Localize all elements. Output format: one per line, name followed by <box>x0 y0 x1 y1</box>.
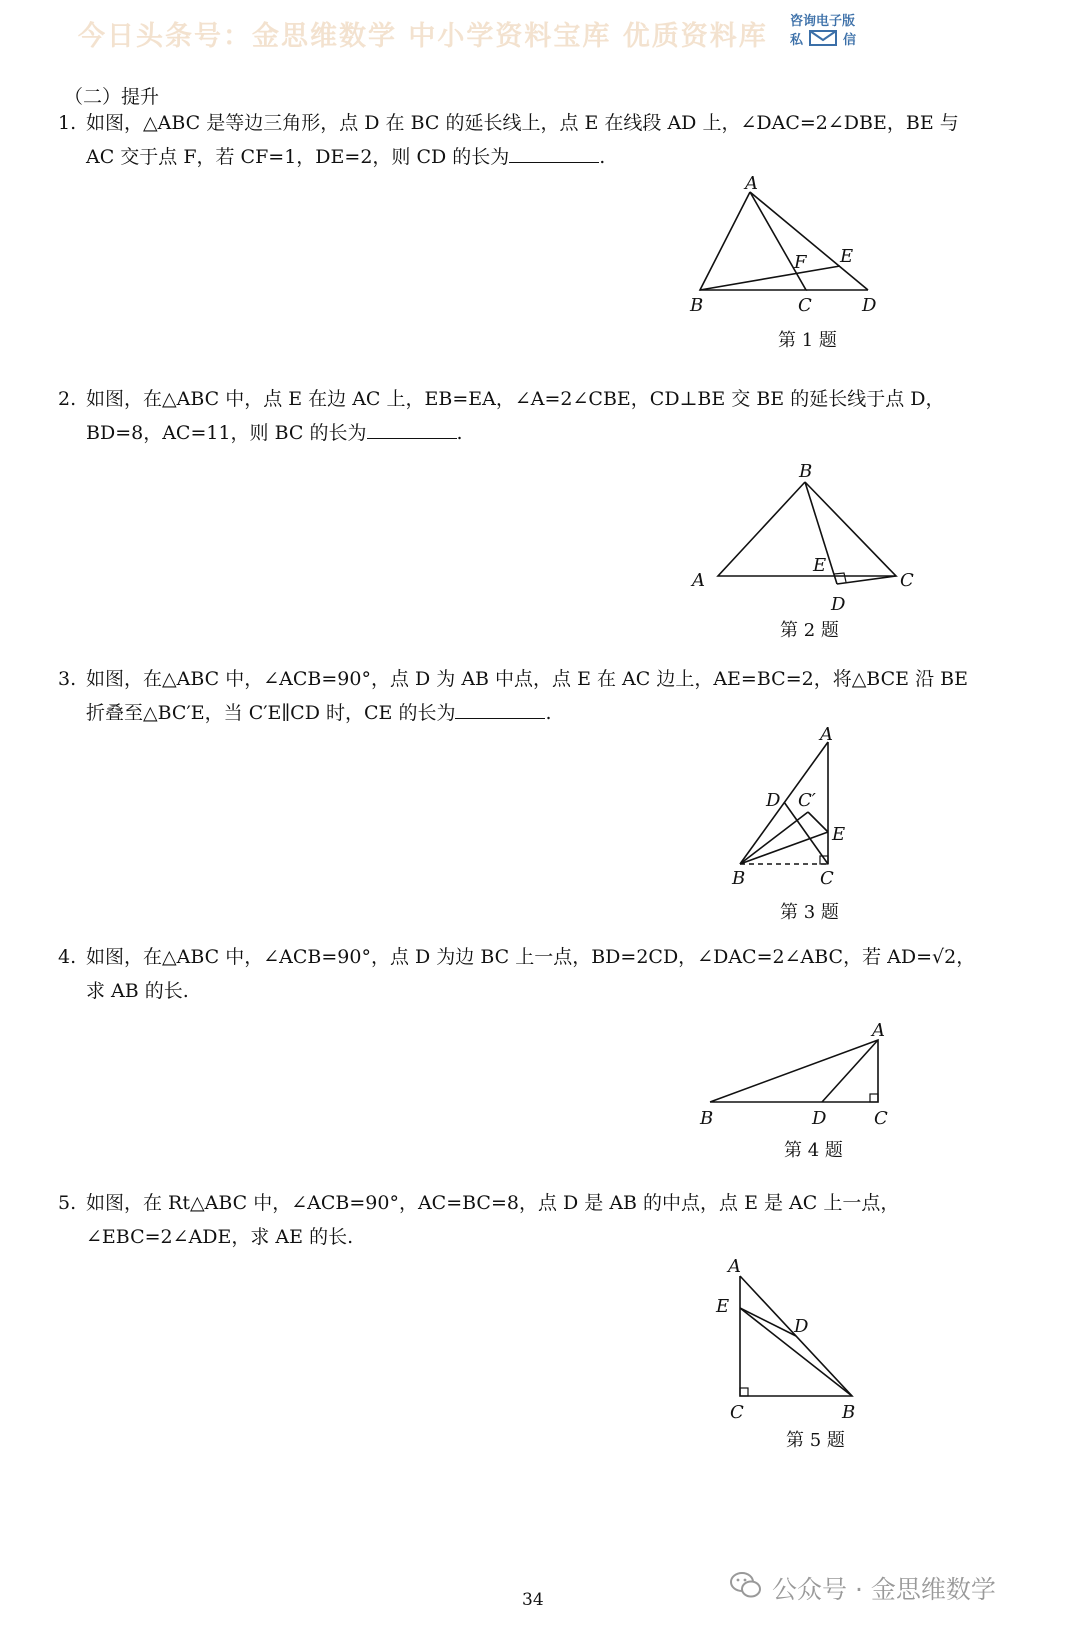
label-B: B <box>690 295 704 316</box>
label-A: A <box>872 1020 885 1041</box>
figure-3 <box>732 724 880 894</box>
problem-text-line1: 如图，在 Rt△ABC 中，∠ACB=90°，AC=BC=8，点 D 是 AB 的中点，点 E 是 AC 上一点， <box>86 1192 900 1214</box>
problem-text-line2: ∠EBC=2∠ADE，求 AE 的长. <box>86 1226 354 1248</box>
label-F: F <box>794 252 807 273</box>
problem-text-line2: AC 交于点 F，若 CF=1，DE=2，则 CD 的长为 <box>86 146 510 168</box>
label-E: E <box>832 824 846 845</box>
label-D: D <box>831 594 846 615</box>
problem-2 <box>58 382 1018 450</box>
figure-4-caption: 第 4 题 <box>784 1140 843 1161</box>
label-C: C <box>900 570 914 591</box>
problem-text-line2: BD=8，AC=11，则 BC 的长为 <box>86 422 367 444</box>
header-watermark: 今日头条号：金思维数学 中小学资料宝库 优质资料库 <box>78 21 768 52</box>
label-C-prime: C′ <box>798 790 816 811</box>
problem-text-line1: 如图，在△ABC 中，∠ACB=90°，点 D 为 AB 中点，点 E 在 AC 边上，AE=BC=2，将△BCE 沿 BE <box>86 668 968 690</box>
label-B: B <box>732 868 746 889</box>
figure-2 <box>692 461 920 632</box>
problem-number: 2. <box>58 388 77 410</box>
figure-5-caption: 第 5 题 <box>786 1430 845 1451</box>
label-A: A <box>728 1256 741 1277</box>
label-E: E <box>840 246 854 267</box>
figure-1 <box>690 173 900 326</box>
label-B: B <box>842 1402 856 1423</box>
problem-text-line1: 如图，△ABC 是等边三角形，点 D 在 BC 的延长线上，点 E 在线段 AD 上，∠DAC=2∠DBE，BE 与 <box>86 112 959 134</box>
label-D: D <box>812 1108 827 1129</box>
consult-badge[interactable] <box>790 14 880 54</box>
figure-1-diagram <box>690 173 900 326</box>
problem-text-end: . <box>599 146 606 168</box>
label-B: B <box>799 461 813 482</box>
figure-2-caption: 第 2 题 <box>780 620 839 641</box>
label-A: A <box>745 173 758 194</box>
label-C: C <box>874 1108 888 1129</box>
footer-brand[interactable] <box>730 1568 1050 1608</box>
problem-text-line1: 如图，在△ABC 中，∠ACB=90°，点 D 为边 BC 上一点，BD=2CD，∠DAC=2∠ABC，若 AD=√2， <box>86 946 976 968</box>
problem-5 <box>58 1186 1018 1254</box>
label-E: E <box>813 555 827 576</box>
figure-5 <box>716 1256 900 1430</box>
problem-text-line2: 求 AB 的长. <box>86 980 189 1002</box>
consult-top-text: 咨询电子版 <box>790 14 856 29</box>
problem-text-end: . <box>456 422 463 444</box>
label-D: D <box>794 1316 809 1337</box>
label-A: A <box>692 570 705 591</box>
mail-icon <box>809 30 837 51</box>
problem-3 <box>58 662 1018 730</box>
label-B: B <box>700 1108 714 1129</box>
figure-3-caption: 第 3 题 <box>780 902 839 923</box>
problem-1 <box>58 106 1018 174</box>
figure-4 <box>700 1020 910 1130</box>
label-C: C <box>730 1402 744 1423</box>
label-D: D <box>862 295 877 316</box>
wechat-icon <box>730 1571 762 1605</box>
page-number: 34 <box>522 1590 544 1610</box>
consult-right-text: 信 <box>843 32 857 48</box>
label-D: D <box>766 790 781 811</box>
problem-number: 5. <box>58 1192 77 1214</box>
figure-4-diagram <box>700 1020 910 1130</box>
problem-number: 4. <box>58 946 77 968</box>
label-C: C <box>798 295 812 316</box>
answer-blank[interactable] <box>367 420 457 439</box>
consult-left-text: 私 <box>790 32 804 48</box>
problem-4 <box>58 940 1018 1008</box>
figure-5-diagram <box>716 1256 900 1430</box>
footer-brand-text: 公众号 · 金思维数学 <box>772 1575 996 1604</box>
label-A: A <box>820 724 833 745</box>
figure-1-caption: 第 1 题 <box>778 330 837 351</box>
problem-text-line2: 折叠至△BC′E，当 C′E∥CD 时，CE 的长为 <box>86 702 456 724</box>
problem-number: 1. <box>58 112 77 134</box>
answer-blank[interactable] <box>455 700 545 719</box>
figure-3-diagram <box>732 724 880 894</box>
label-E: E <box>716 1296 730 1317</box>
figure-2-diagram <box>692 461 920 632</box>
problem-text-line1: 如图，在△ABC 中，点 E 在边 AC 上，EB=EA，∠A=2∠CBE，CD⊥BE 交 BE 的延长线于点 D， <box>86 388 945 410</box>
problem-number: 3. <box>58 668 77 690</box>
answer-blank[interactable] <box>509 144 599 163</box>
label-C: C <box>820 868 834 889</box>
problem-text-end: . <box>545 702 552 724</box>
section-title: （二）提升 <box>64 86 160 108</box>
